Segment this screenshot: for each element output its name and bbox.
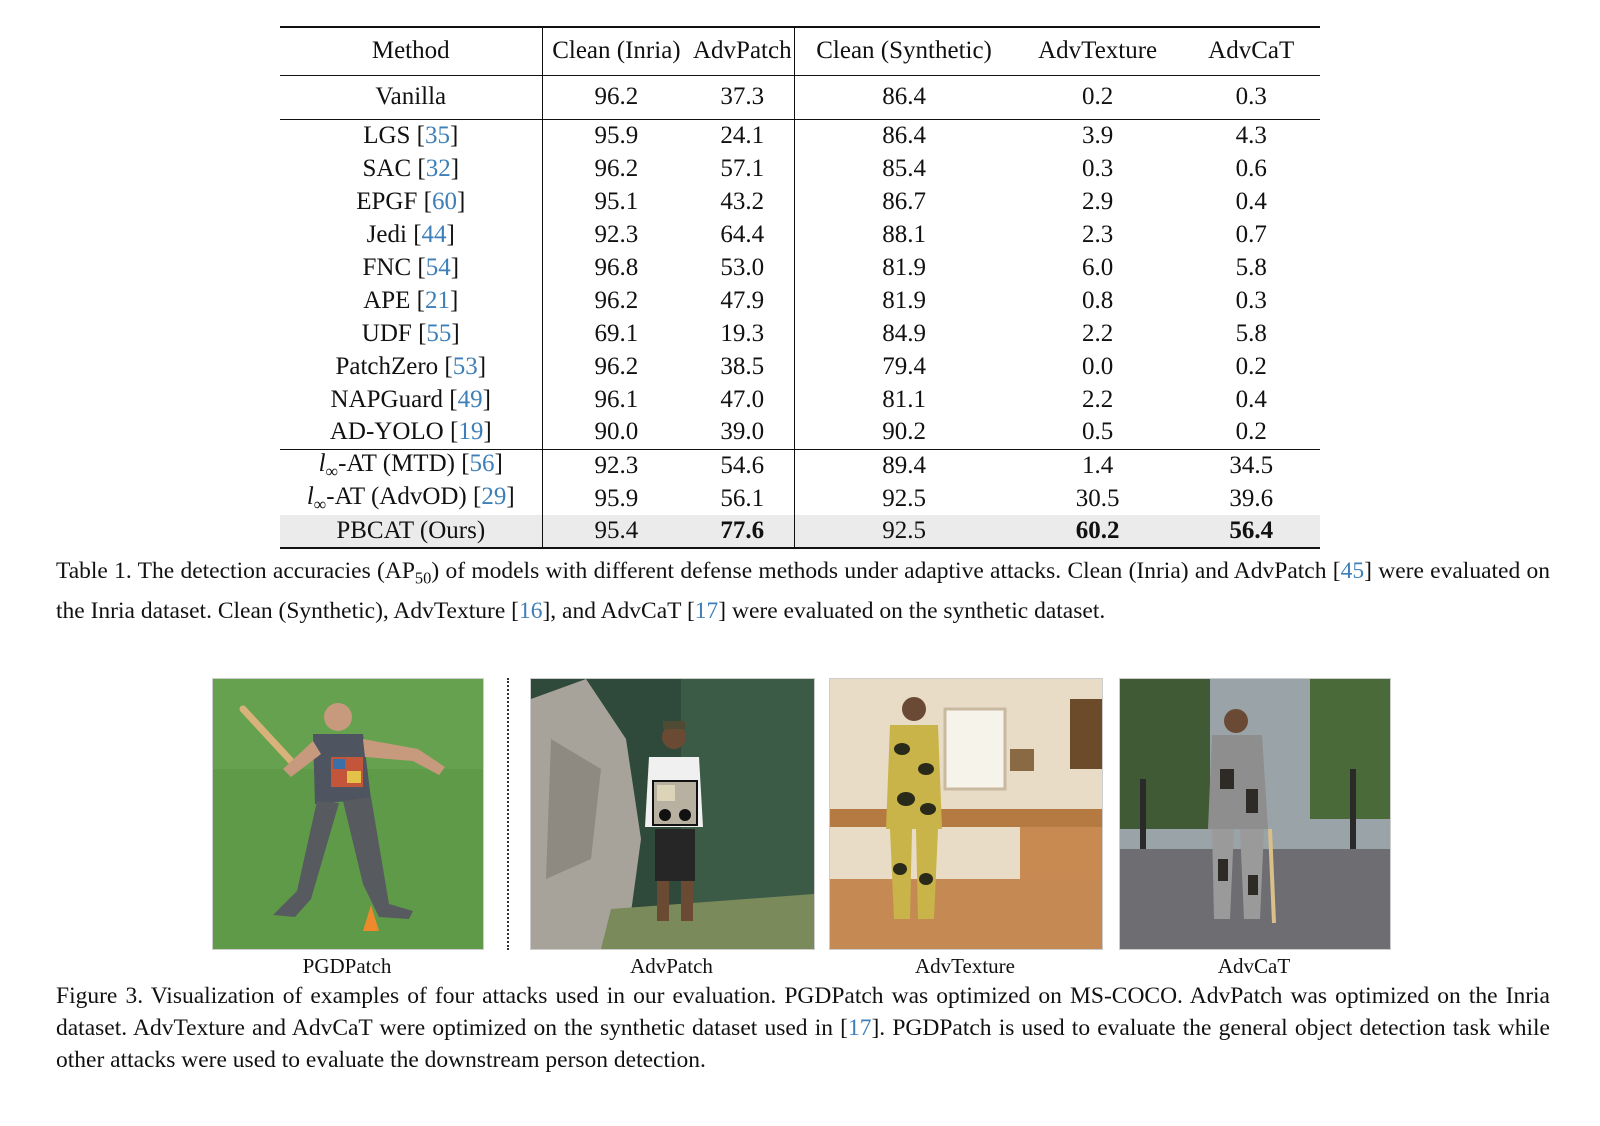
advtexture-image xyxy=(829,678,1103,950)
cell-advtexture: 0.5 xyxy=(1082,418,1114,446)
cell-clean-synthetic: 86.4 xyxy=(882,83,926,110)
caption-text: ]. PGDPatch is used to evaluate the general object detection task while other attacks were used to evaluate the downstream person detection. xyxy=(56,1015,1550,1073)
cell-clean-inria: 92.3 xyxy=(594,451,639,479)
cell-advcat: 0.3 xyxy=(1235,286,1267,314)
table-row xyxy=(280,449,1320,482)
method-name: PatchZero [53] xyxy=(280,350,542,383)
advcat-illustration xyxy=(1120,679,1390,949)
cell-clean-synthetic: 92.5 xyxy=(795,515,1013,548)
cell-advtexture: 3.9 xyxy=(1082,121,1114,149)
cell-advtexture: 0.0 xyxy=(1082,352,1114,380)
cell-advcat: 0.3 xyxy=(1235,83,1267,110)
table-row xyxy=(280,152,1320,185)
cell-advcat: 5.8 xyxy=(1235,253,1267,281)
method-label: SAC xyxy=(362,154,412,182)
advcat-image xyxy=(1119,678,1391,950)
header-method: Method xyxy=(280,27,542,75)
cell-advpatch: 47.0 xyxy=(690,383,794,416)
figure-caption xyxy=(56,980,1550,1076)
cell-advtexture: 60.2 xyxy=(1013,515,1183,548)
cell-advtexture: 30.5 xyxy=(1075,484,1120,512)
cell-clean-synthetic: 85.4 xyxy=(882,154,926,182)
cell-advcat: 5.8 xyxy=(1235,319,1267,347)
cell-advcat: 34.5 xyxy=(1229,451,1274,479)
table-row xyxy=(280,119,1320,152)
method-name: APE [21] xyxy=(280,284,542,317)
cell-advpatch: 38.5 xyxy=(690,350,794,383)
cell-clean-synthetic: 81.1 xyxy=(882,385,926,413)
cell-advtexture: 2.3 xyxy=(1082,220,1114,248)
cell-advpatch: 47.9 xyxy=(690,284,794,317)
figure-divider xyxy=(507,678,509,950)
cell-clean-inria: 96.2 xyxy=(594,154,639,182)
cell-clean-synthetic: 84.9 xyxy=(882,319,926,347)
table-header-row xyxy=(280,27,1320,75)
method-name: $l_\infty-AT$ (AdvOD) [29] xyxy=(280,482,542,515)
citation-link[interactable]: 29 xyxy=(481,482,507,510)
table-row xyxy=(280,284,1320,317)
method-label: FNC xyxy=(362,253,412,281)
defense-rows xyxy=(280,119,1320,449)
table-caption xyxy=(56,555,1550,627)
method-label: NAPGuard xyxy=(330,385,444,413)
cell-advpatch: 54.6 xyxy=(690,449,794,482)
header-clean-synthetic: Clean (Synthetic) xyxy=(816,37,992,65)
method-name: LGS [35] xyxy=(280,119,542,152)
results-table xyxy=(280,26,1320,549)
cell-clean-inria: 95.9 xyxy=(594,484,639,512)
pgdpatch-image xyxy=(212,678,484,950)
cell-advpatch: 19.3 xyxy=(690,317,794,350)
citation-link[interactable]: 45 xyxy=(1340,558,1365,584)
cell-advcat: 0.6 xyxy=(1235,154,1267,182)
citation-link[interactable]: 17 xyxy=(694,597,719,624)
citation-link[interactable]: 16 xyxy=(518,597,543,624)
cell-advtexture: 2.9 xyxy=(1082,187,1114,215)
advcat-label: AdvCaT xyxy=(1217,954,1291,978)
cell-advpatch: 64.4 xyxy=(690,218,794,251)
method-label: UDF xyxy=(361,319,412,347)
citation-link[interactable]: 35 xyxy=(425,121,450,149)
cell-advcat: 0.4 xyxy=(1235,187,1267,215)
method-name: Vanilla xyxy=(280,75,542,119)
citation-link[interactable]: 32 xyxy=(425,154,451,182)
table-row xyxy=(280,317,1320,350)
cell-advcat: 0.2 xyxy=(1235,352,1267,380)
cell-clean-inria: 96.8 xyxy=(594,253,639,281)
cell-advcat: 0.7 xyxy=(1235,220,1267,248)
cell-advtexture: 0.8 xyxy=(1082,286,1114,314)
pgdpatch-label: PGDPatch xyxy=(302,954,392,978)
cell-clean-synthetic: 90.2 xyxy=(882,418,926,446)
method-label: -AT (AdvOD) xyxy=(326,482,467,510)
method-label: LGS xyxy=(363,121,411,149)
l-infinity-symbol xyxy=(306,482,327,514)
cell-advtexture: 2.2 xyxy=(1082,319,1114,347)
method-name: UDF [55] xyxy=(280,317,542,350)
advpatch-illustration xyxy=(531,679,814,949)
advtexture-label: AdvTexture xyxy=(915,954,1015,978)
cell-clean-synthetic: 86.7 xyxy=(882,187,926,215)
header-clean-inria: Clean (Inria) xyxy=(552,37,681,65)
method-name: $l_\infty-AT$ (MTD) [56] xyxy=(280,449,542,482)
caption-text: ] were evaluated on the Inria dataset. Clean (Synthetic), AdvTexture [ xyxy=(56,558,1551,624)
citation-link[interactable]: 49 xyxy=(457,385,483,413)
cell-advtexture: 0.2 xyxy=(1082,83,1114,110)
cell-advcat: 4.3 xyxy=(1235,121,1267,149)
cell-advcat: 0.2 xyxy=(1235,418,1267,446)
cell-advcat: 39.6 xyxy=(1229,484,1274,512)
method-name: FNC [54] xyxy=(280,251,542,284)
citation-link[interactable]: 54 xyxy=(425,253,451,281)
header-advcat: AdvCaT xyxy=(1208,37,1295,65)
citation-link[interactable]: 56 xyxy=(469,449,495,477)
table-row xyxy=(280,218,1320,251)
method-name: SAC [32] xyxy=(280,152,542,185)
cell-clean-inria: 95.4 xyxy=(542,515,690,548)
cell-clean-inria: 96.2 xyxy=(594,352,639,380)
header-advtexture: AdvTexture xyxy=(1038,37,1158,65)
cell-advpatch: 56.1 xyxy=(690,482,794,515)
cell-advcat: 0.4 xyxy=(1235,385,1267,413)
cell-advpatch: 43.2 xyxy=(690,185,794,218)
caption-text: ], and AdvCaT [ xyxy=(542,597,695,624)
citation-link[interactable]: 44 xyxy=(421,220,447,248)
method-name: EPGF [60] xyxy=(280,185,542,218)
caption-text: ] were evaluated on the synthetic dataset. xyxy=(718,597,1106,624)
table-row xyxy=(280,383,1320,416)
symbol-infinity: ∞ xyxy=(313,493,327,514)
table-row xyxy=(280,416,1320,449)
cell-advtexture: 2.2 xyxy=(1082,385,1114,413)
caption-subscript: 50 xyxy=(414,568,432,588)
cell-advtexture: 0.3 xyxy=(1082,154,1114,182)
table-row-vanilla xyxy=(280,75,1320,119)
method-name: AD-YOLO [19] xyxy=(280,416,542,449)
cell-clean-inria: 69.1 xyxy=(594,319,639,347)
method-name: NAPGuard [49] xyxy=(280,383,542,416)
citation-link[interactable]: 55 xyxy=(426,319,452,347)
cell-advpatch: 37.3 xyxy=(690,75,794,119)
caption-text: Table 1. The detection accuracies (AP xyxy=(56,558,415,584)
cell-clean-inria: 95.1 xyxy=(594,187,639,215)
cell-clean-inria: 90.0 xyxy=(594,418,639,446)
symbol-l: l xyxy=(318,449,326,477)
citation-link[interactable]: 21 xyxy=(425,286,450,314)
method-name: PBCAT (Ours) xyxy=(280,515,542,548)
method-name: Jedi [44] xyxy=(280,218,542,251)
method-label: Jedi xyxy=(366,220,407,248)
cell-advpatch: 39.0 xyxy=(690,416,794,449)
cell-advtexture: 6.0 xyxy=(1082,253,1114,281)
l-infinity-symbol xyxy=(318,449,339,481)
table-row xyxy=(280,185,1320,218)
symbol-infinity: ∞ xyxy=(325,460,339,481)
cell-advpatch: 57.1 xyxy=(690,152,794,185)
caption-text: Figure 3. Visualization of examples of four attacks used in our evaluation. PGDPatch was optimized on MS-COCO. AdvPatch was optimized on the Inria dataset. AdvTexture and AdvCaT were optimized on the synthetic dataset used in [ xyxy=(56,983,1550,1041)
cell-clean-inria: 96.2 xyxy=(594,83,639,110)
table-row xyxy=(280,251,1320,284)
cell-clean-synthetic: 81.9 xyxy=(882,286,926,314)
advtexture-illustration xyxy=(830,679,1102,949)
cell-clean-inria: 92.3 xyxy=(594,220,639,248)
table-row xyxy=(280,482,1320,515)
method-label: APE xyxy=(363,286,411,314)
caption-text: ) of models with different defense methods under adaptive attacks. Clean (Inria) and AdvPatch [ xyxy=(431,558,1341,584)
advpatch-label: AdvPatch xyxy=(630,954,713,978)
cell-clean-synthetic: 79.4 xyxy=(882,352,926,380)
method-label: -AT (MTD) xyxy=(338,449,455,477)
cell-clean-inria: 96.2 xyxy=(594,286,639,314)
cell-advpatch: 24.1 xyxy=(690,119,794,152)
cell-advtexture: 1.4 xyxy=(1082,451,1114,479)
cell-advpatch: 77.6 xyxy=(690,515,794,548)
cell-advpatch: 53.0 xyxy=(690,251,794,284)
header-advpatch: AdvPatch xyxy=(690,27,794,75)
cell-advcat: 56.4 xyxy=(1182,515,1320,548)
cell-clean-inria: 96.1 xyxy=(594,385,639,413)
citation-link[interactable]: 60 xyxy=(431,187,457,215)
citation-link[interactable]: 53 xyxy=(452,352,478,380)
table-row xyxy=(280,350,1320,383)
citation-link[interactable]: 17 xyxy=(847,1015,872,1041)
adv-training-rows xyxy=(280,449,1320,548)
cell-clean-synthetic: 88.1 xyxy=(882,220,926,248)
cell-clean-synthetic: 86.4 xyxy=(882,121,926,149)
method-label: AD-YOLO xyxy=(329,418,444,446)
method-label: EPGF xyxy=(356,187,418,215)
advpatch-image xyxy=(530,678,815,950)
cell-clean-synthetic: 81.9 xyxy=(882,253,926,281)
table-row-ours xyxy=(280,515,1320,548)
citation-link[interactable]: 19 xyxy=(458,418,484,446)
symbol-l: l xyxy=(306,482,314,510)
cell-clean-synthetic: 89.4 xyxy=(882,451,926,479)
cell-clean-synthetic: 92.5 xyxy=(882,484,926,512)
method-label: PatchZero xyxy=(335,352,439,380)
cell-clean-inria: 95.9 xyxy=(594,121,639,149)
pgdpatch-illustration xyxy=(213,679,483,949)
